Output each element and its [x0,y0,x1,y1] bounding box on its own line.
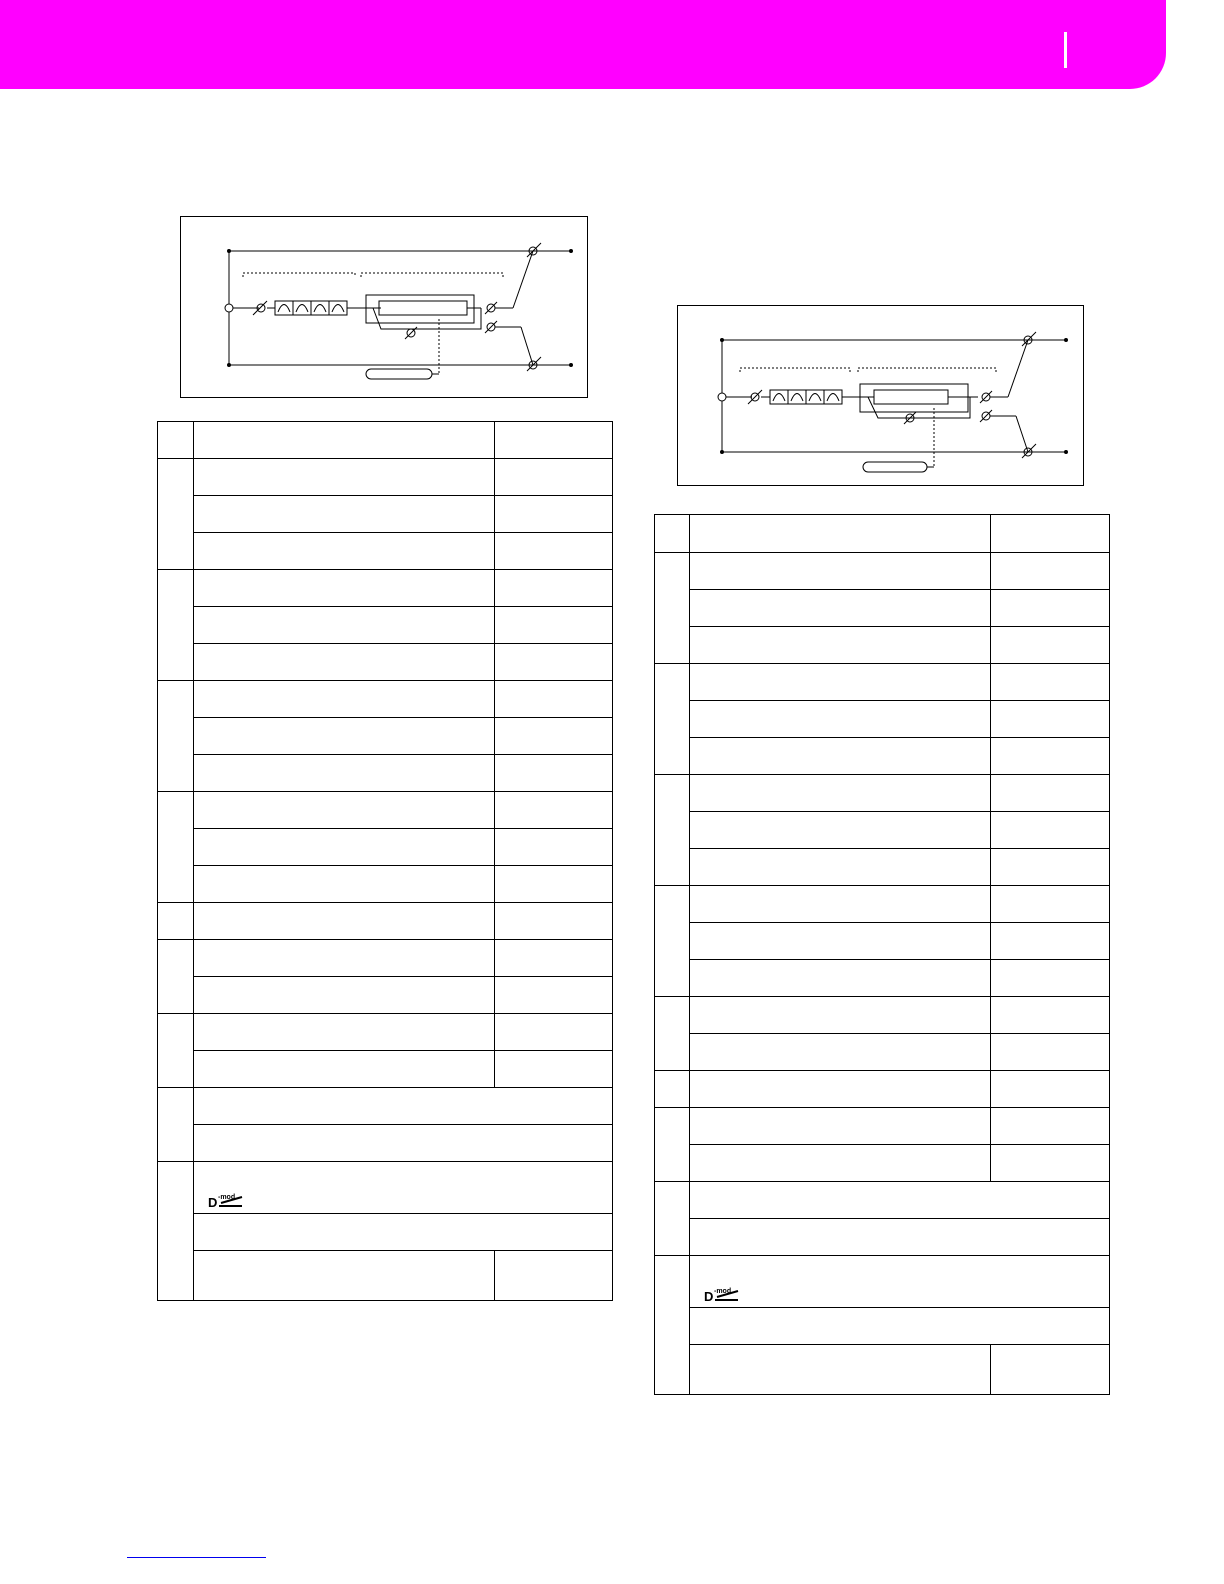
table-row [655,886,1110,923]
table-row [655,1308,1110,1345]
table-row [655,553,1110,590]
table-row [655,1345,1110,1395]
table-row [158,1088,613,1125]
table-row [655,1145,1110,1182]
effect-block [379,301,467,315]
table-row [158,496,613,533]
parameter-table-right [654,514,1110,1395]
table-row [158,644,613,681]
table-row [158,1251,613,1301]
table-row [158,459,613,496]
signal-flow-diagram-left [180,216,588,398]
eq-blocks [275,301,347,315]
table-row [158,570,613,607]
table-row [158,1214,613,1251]
table-row [655,627,1110,664]
svg-text:-mod: -mod [714,1288,732,1295]
table-row [158,977,613,1014]
table-row [158,792,613,829]
table-row [158,755,613,792]
table-row [158,829,613,866]
table-row [158,903,613,940]
dmod-icon [704,1286,742,1305]
header-divider [1064,32,1067,68]
table-row [655,1219,1110,1256]
table-row [158,1162,613,1214]
table-row [158,1014,613,1051]
effect-frame [366,295,474,323]
input-node [225,304,233,312]
svg-text:D: D [208,1195,218,1208]
parameter-table-left [157,421,613,1301]
table-row [158,533,613,570]
table-row [655,1182,1110,1219]
bracket-effect [361,273,503,277]
signal-flow-svg-left [181,217,589,399]
table-row [158,607,613,644]
svg-text:D: D [704,1289,714,1302]
table-row [655,701,1110,738]
table-row [655,923,1110,960]
table-row [158,1125,613,1162]
header-band [0,0,1166,89]
bracket-eq [243,273,355,277]
table-header-row [158,422,613,459]
dmod-icon [208,1192,246,1211]
table-row [655,849,1110,886]
table-header-row [655,515,1110,553]
footer-link-underline[interactable] [127,1557,266,1558]
table-row [158,718,613,755]
table-row [655,997,1110,1034]
table-row [655,1256,1110,1308]
table-row [655,960,1110,997]
signal-flow-diagram-right [677,305,1084,486]
table-row [655,738,1110,775]
table-row [655,664,1110,701]
table-row [655,1034,1110,1071]
table-row [655,1108,1110,1145]
table-row [655,812,1110,849]
table-row [655,1071,1110,1108]
table-row [655,590,1110,627]
table-row [158,1051,613,1088]
modulation-source [366,369,432,379]
table-row [158,681,613,718]
svg-text:-mod: -mod [218,1194,236,1201]
signal-flow-svg-right [678,306,1085,487]
table-row [158,866,613,903]
table-row [655,775,1110,812]
table-row [158,940,613,977]
